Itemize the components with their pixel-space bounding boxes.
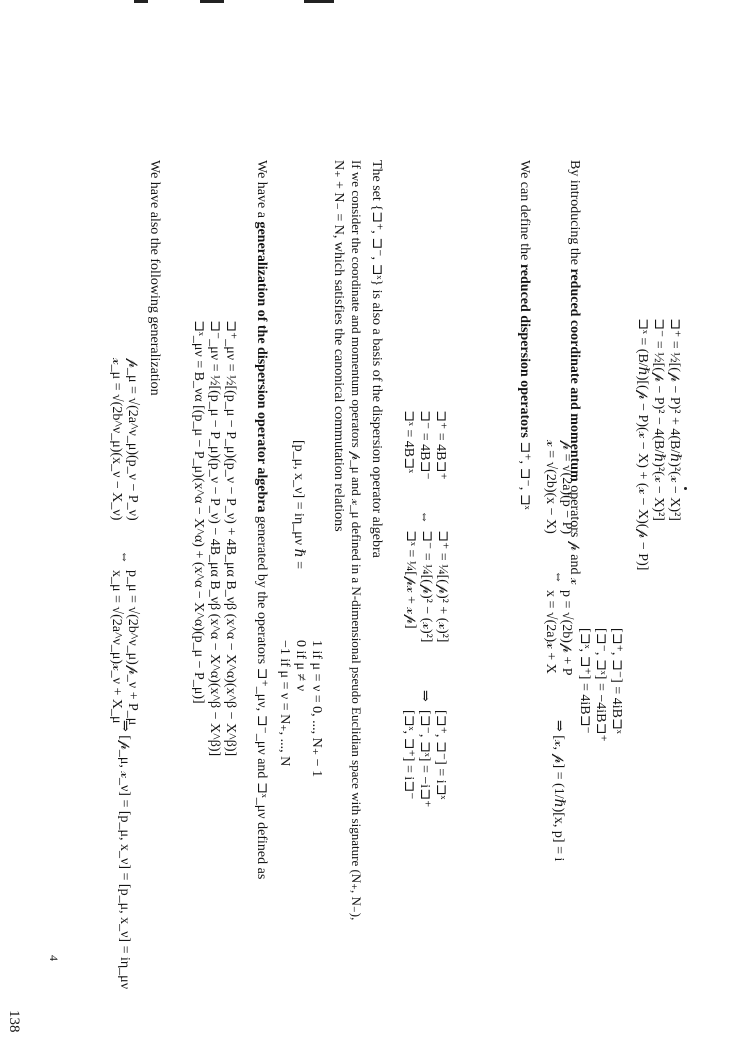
equation-line: 𝓍 = √(2b)(x − X) xyxy=(543,440,558,534)
p-x-left xyxy=(542,440,574,534)
scan-mark xyxy=(304,0,334,3)
basis-line-3: N₊ + N₋ = N, which satisfies the canonical commutation relations xyxy=(331,160,346,532)
equation-line: [⊐ˣ, ⊐⁺] = 4iB⊐⁻ xyxy=(577,628,592,734)
reduced-defs-left xyxy=(400,410,448,480)
equation-line: 𝓍_μ = √(2b^ν_μ)(x_ν − X_ν) xyxy=(109,358,124,521)
intro-reduced-text: By introducing the reduced coordinate and momentum operators 𝓅 and 𝓍 xyxy=(567,160,582,585)
equation-line: p_μ = √(2b^ν_μ)𝓅_ν + P_μ xyxy=(125,570,140,726)
final-result: ⇒ [𝓅_μ, 𝓍_ν] = [p_μ, x_ν] = [p_μ, x_ν] = iη_μν xyxy=(117,720,132,990)
equation-line: ⊐⁻ = 4B⊐⁻ xyxy=(417,410,432,480)
metric-lhs: [p_μ, x_ν] = iη_μν ℏ = xyxy=(291,440,306,570)
final-left xyxy=(108,358,140,521)
metric-cases xyxy=(276,640,324,777)
reduced-defs-right xyxy=(402,530,450,642)
scan-mark xyxy=(134,0,148,3)
equation-line: ⊐ˣ = ¼[𝓅𝓍 + 𝓍𝓅] xyxy=(403,530,418,629)
equation-line: 0 if μ ≠ ν xyxy=(293,640,308,692)
page-number: 138 xyxy=(6,1010,22,1033)
p-x-result: ⇒ [𝓍, 𝓅] = (1/ℏ)[x, p] = i xyxy=(551,720,566,862)
implies-arrow: ⇒ xyxy=(417,690,432,702)
basis-line-2: If we consider the coordinate and momentum operators 𝓅_μ and 𝓍_μ defined in a N-dimensional pseudo Euclidian space with signature (N₊, N₋), xyxy=(349,160,364,921)
general-system xyxy=(190,320,238,756)
define-operators-text: We can define the reduced dispersion operators ⊐⁺, ⊐⁻, ⊐ˣ xyxy=(517,160,532,510)
equation-line: ⊐ˣ = (B/ℏ)[(𝓅 − P)(𝓍 − X) + (𝓍 − X)(𝓅 − P)] xyxy=(635,318,650,571)
equation-line: ⊐⁺ = 4B⊐⁺ xyxy=(433,410,448,480)
equation-line: ⊐⁺ = ¼[(𝓅)² + (𝓍)²] xyxy=(435,530,450,643)
equation-line: [⊐⁻, ⊐ˣ] = −i⊐⁺ xyxy=(417,710,432,808)
equation-line: p = √(2b)𝓅 + P xyxy=(559,590,574,676)
equation-line: 1 if μ = ν = 0, ..., N₊ − 1 xyxy=(309,640,324,778)
equation-line: ⊐⁻_μν = ½[(p_μ − P_μ)(p_ν − P_ν) − 4B_μα B_νβ (x^α − X^α)(x^β − X^β)] xyxy=(207,320,222,757)
equation-line: ⊐ˣ_μν = B_να [(p_μ − P_μ)(x^α − X^α) + (x^α − X^α)(p_μ − P_μ)] xyxy=(191,320,206,704)
scan-mark xyxy=(200,0,224,3)
equation-line: [⊐⁺, ⊐⁻] = 4iB⊐ˣ xyxy=(609,628,624,734)
p-x-right xyxy=(542,590,574,676)
equation-line: x = √(2a)𝓍 + X xyxy=(543,590,558,674)
equation-line: x_μ = √(2a^ν_μ)𝓍_ν + X_μ xyxy=(109,570,124,724)
final-right xyxy=(108,570,140,725)
equation-line: ⊐⁻ = ¼[(𝓅)² − (𝓍)²] xyxy=(419,530,434,643)
equation-line: ⊐⁺ = ½[(𝓅 − P)² + 4(B/ℏ)²(𝓍 − X)²] xyxy=(667,318,682,521)
also-following-text: We have also the following generalization xyxy=(147,160,162,396)
iff-arrow: ⇔ xyxy=(417,510,432,524)
corner-digit: 4 xyxy=(47,955,61,961)
equation-line: 𝓅_μ = √(2a^ν_μ)(p_ν − P_ν) xyxy=(125,358,140,521)
equation-line: [⊐ˣ, ⊐⁺] = i⊐⁻ xyxy=(401,710,416,800)
iff-arrow: ⇔ xyxy=(117,550,132,564)
equation-line: −1 if μ = ν = N₊, ..., N xyxy=(277,640,292,767)
equation-line: [⊐⁺, ⊐⁻] = i⊐ˣ xyxy=(433,710,448,800)
basis-line-1: The set {⊐⁺, ⊐⁻, ⊐ˣ} is also a basis of the dispersion operator algebra xyxy=(369,160,384,558)
equation-line: 𝓅 = √(2a)(p − P) xyxy=(559,440,574,535)
scan-dot xyxy=(684,487,687,490)
equation-line: ⊐⁻ = ½[(𝓅 − P)² − 4(B/ℏ)²(𝓍 − X)²] xyxy=(651,318,666,521)
equation-line: ⊐ˣ = 4B⊐ˣ xyxy=(401,410,416,474)
equation-line: ⊐⁺_μν = ½[(p_μ − P_μ)(p_ν − P_ν) + 4B_μα B_νβ (x^α − X^α)(x^β − X^β)] xyxy=(223,320,238,757)
reduced-system xyxy=(634,318,682,570)
generalization-text: We have a generalization of the dispersion operator algebra generated by the operators ⊐⁺_μν, ⊐⁻_μν and ⊐ˣ_μν defined as xyxy=(254,160,269,880)
equation-line: [⊐⁻, ⊐ˣ] = −4iB⊐⁺ xyxy=(593,628,608,742)
reduced-commutators xyxy=(576,628,624,742)
iff-arrow: ⇔ xyxy=(551,570,566,584)
reduced-algebra xyxy=(400,710,448,807)
